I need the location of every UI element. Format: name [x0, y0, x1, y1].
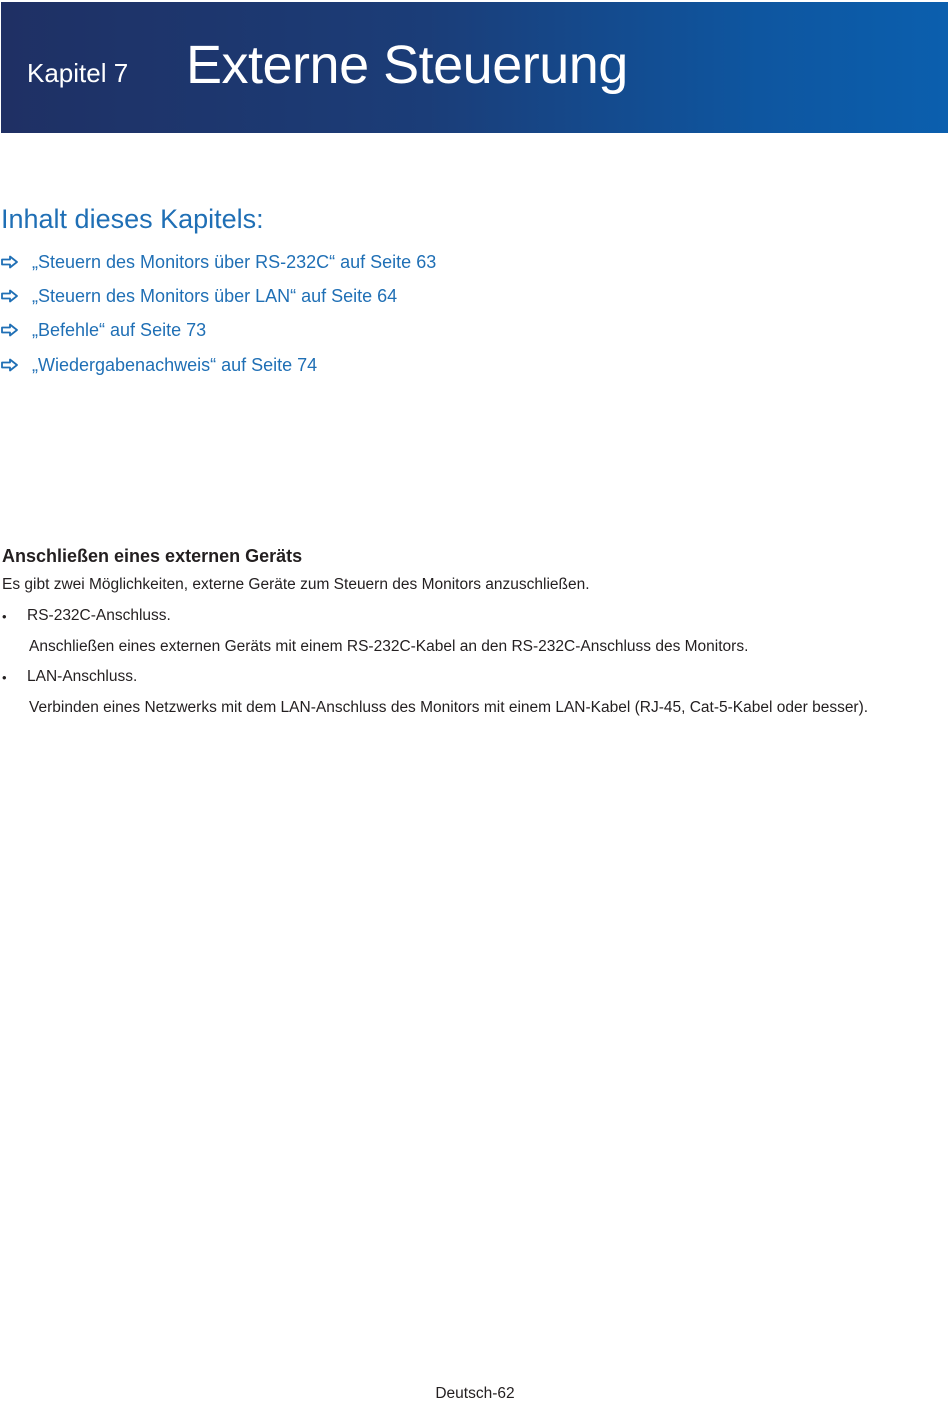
toc-link-label[interactable]: „Steuern des Monitors über RS-232C“ auf Seite 63: [32, 251, 437, 272]
arrow-right-icon: [1, 289, 19, 303]
bullet-description-lan: Verbinden eines Netzwerks mit dem LAN-Anschluss des Monitors mit einem LAN-Kabel (RJ-45, Cat-5-Kabel oder besser).: [29, 699, 869, 716]
contents-heading: Inhalt dieses Kapitels:: [1, 204, 264, 234]
bullet-description-rs232c: Anschließen eines externen Geräts mit einem RS-232C-Kabel an den RS-232C-Anschluss des Monitors.: [29, 638, 749, 655]
chapter-banner: [1, 2, 948, 133]
toc-link-befehle[interactable]: [1, 318, 206, 342]
chapter-title: Externe Steuerung: [186, 35, 628, 95]
toc-link-label[interactable]: „Steuern des Monitors über LAN“ auf Seite 64: [32, 285, 398, 306]
section-heading: Anschließen eines externen Geräts: [2, 546, 303, 566]
bullet-marker: •: [2, 670, 7, 685]
chapter-label: Kapitel 7: [27, 58, 129, 88]
toc-link-label[interactable]: „Wiedergabenachweis“ auf Seite 74: [32, 354, 318, 375]
page-number: Deutsch-62: [435, 1385, 515, 1402]
bullet-marker: •: [2, 609, 7, 624]
bullet-title-rs232c: RS-232C-Anschluss.: [27, 607, 171, 624]
arrow-right-icon: [1, 323, 19, 337]
toc-link-wiedergabenachweis[interactable]: [1, 353, 317, 377]
toc-link-label[interactable]: „Befehle“ auf Seite 73: [32, 319, 207, 340]
toc-link-rs232c[interactable]: [1, 250, 436, 274]
toc-link-lan[interactable]: [1, 284, 397, 308]
bullet-title-lan: LAN-Anschluss.: [27, 668, 138, 685]
arrow-right-icon: [1, 255, 19, 269]
section-intro: Es gibt zwei Möglichkeiten, externe Geräte zum Steuern des Monitors anzuschließen.: [2, 576, 590, 593]
arrow-right-icon: [1, 358, 19, 372]
